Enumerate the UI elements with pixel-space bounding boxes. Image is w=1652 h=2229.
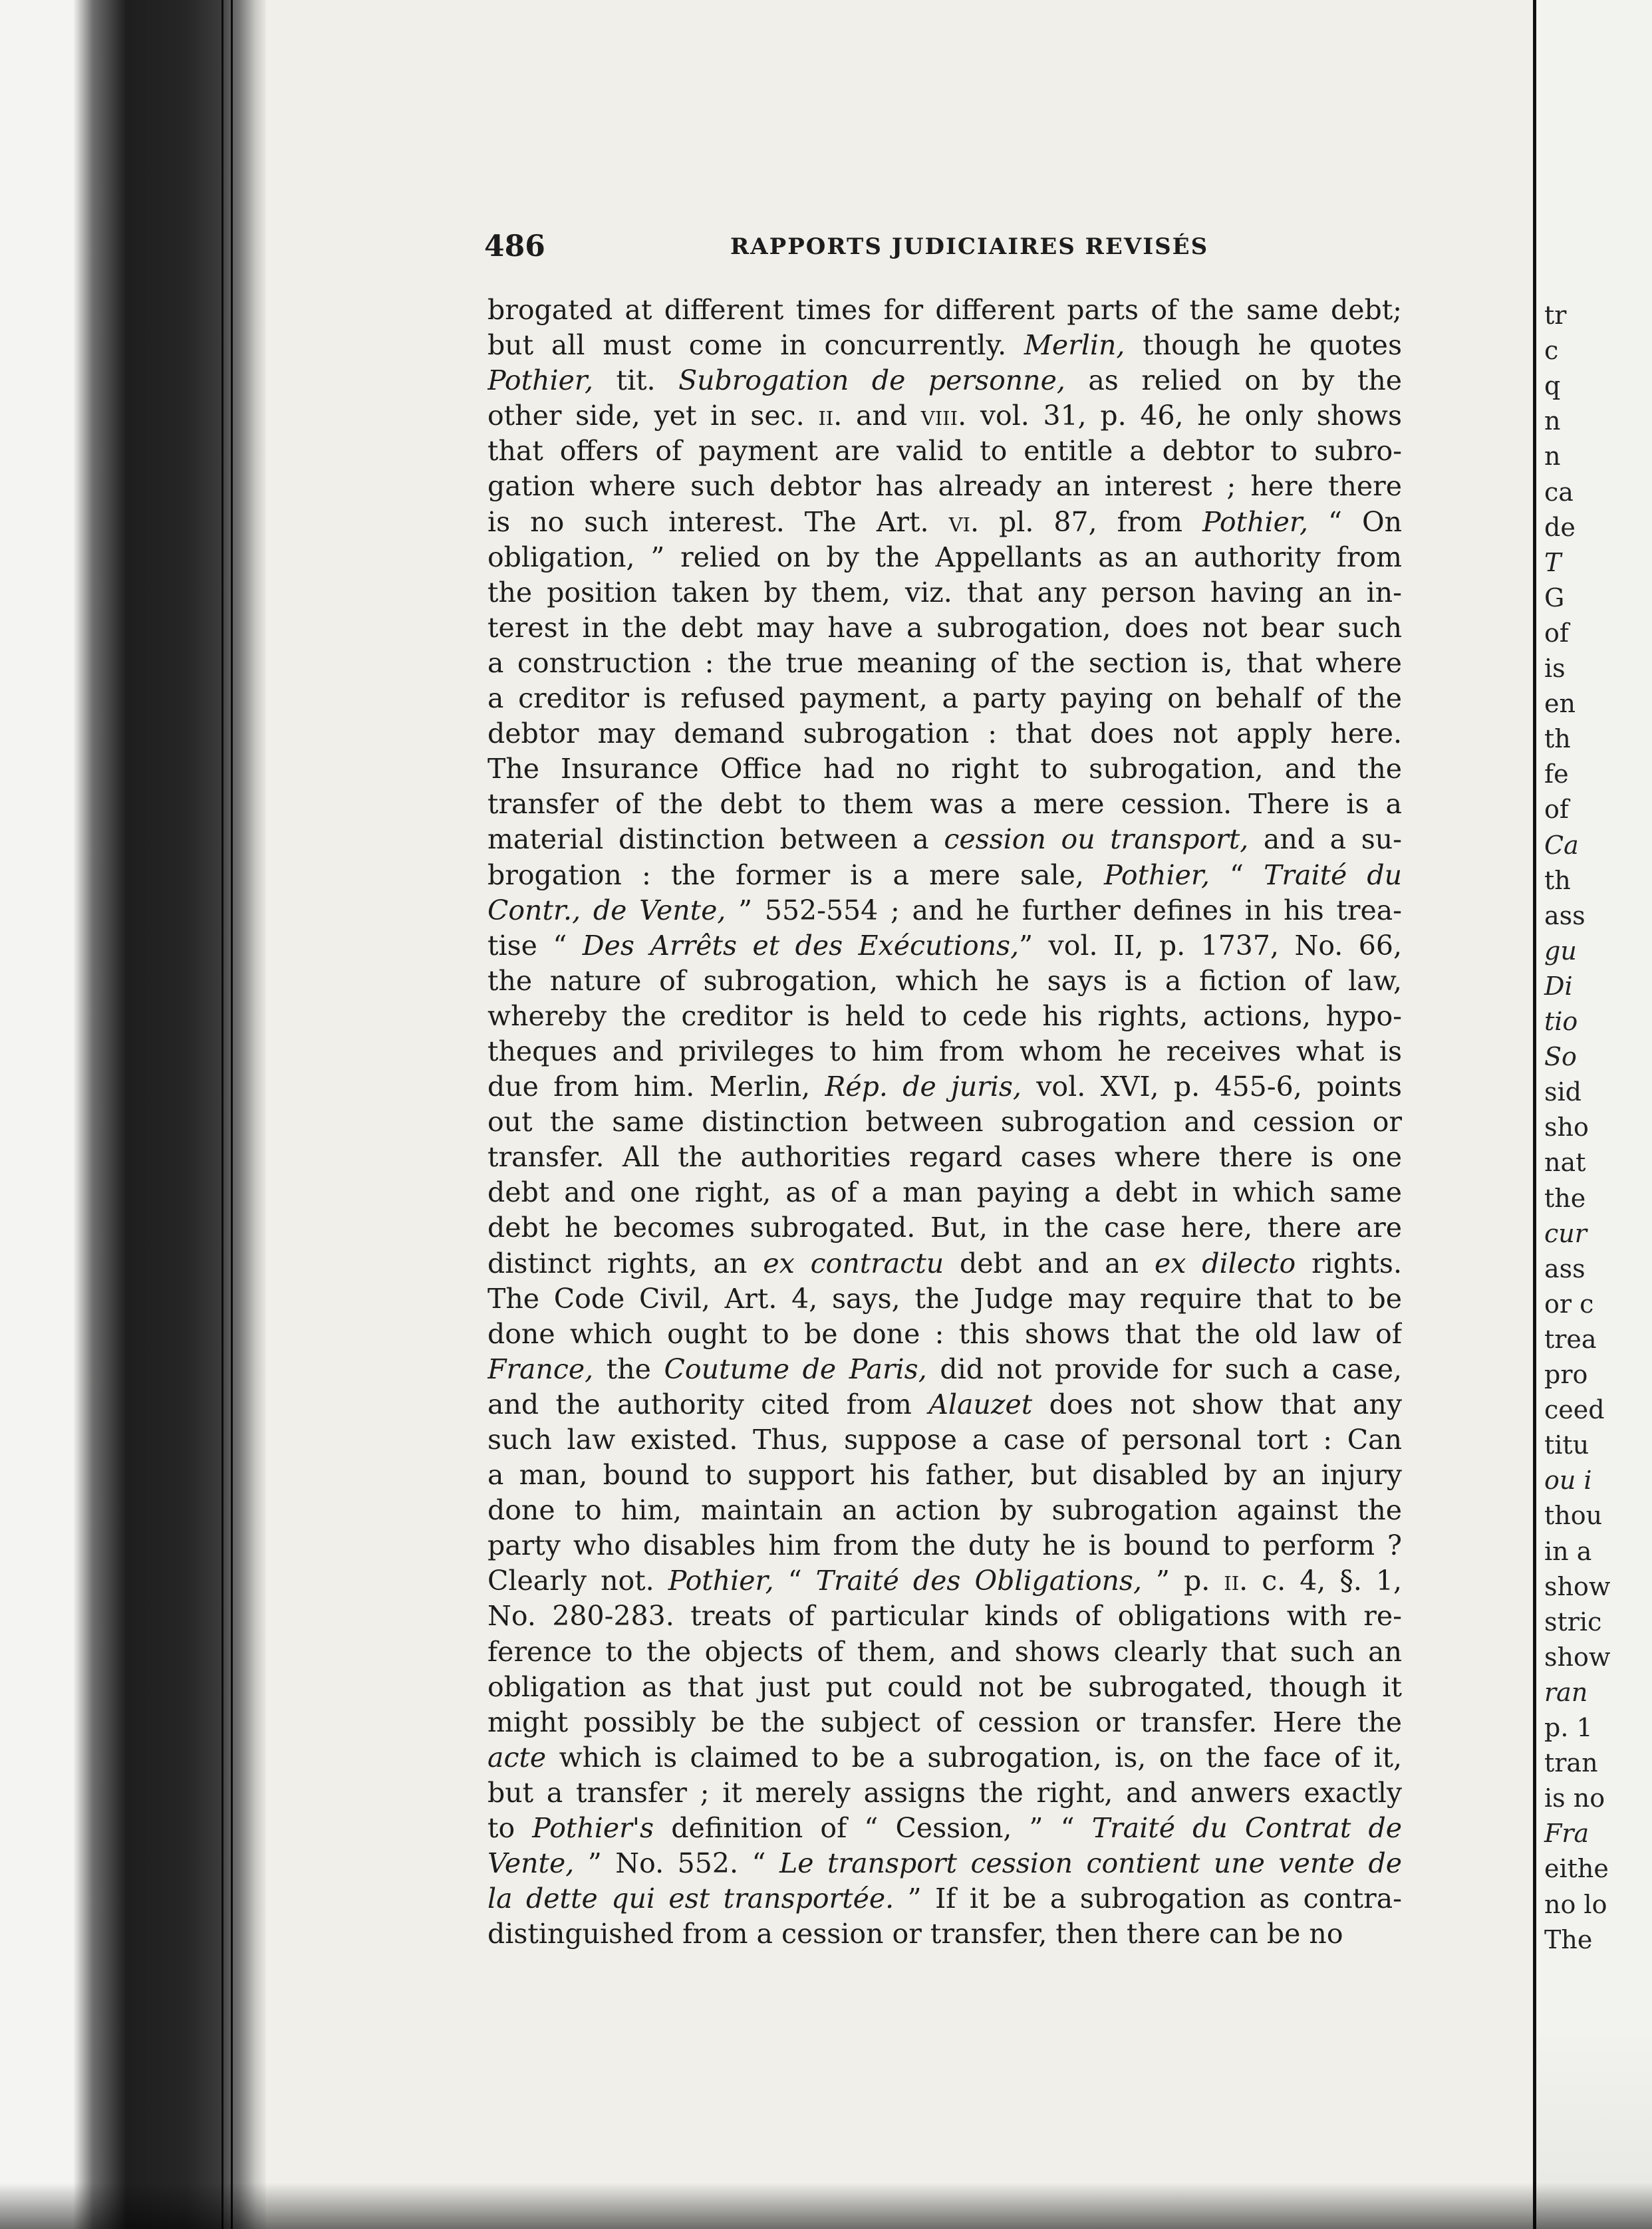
text-run: definition of “ Cession, ” “ [654,1812,1092,1845]
adjacent-page-fragment: in a [1544,1536,1592,1566]
text-run: France, [487,1353,594,1385]
adjacent-page-fragment: is no [1544,1783,1605,1813]
text-line [487,1740,1402,1775]
adjacent-page-fragment: tio [1544,1007,1578,1036]
adjacent-page-fragment: Di [1544,971,1573,1001]
text-run: acte [487,1741,547,1773]
text-run: does not show that any [1032,1388,1402,1420]
text-run: debtor may demand subrogation : that does not apply here. [487,718,1402,750]
text-run: the [593,1353,664,1385]
text-line [487,1105,1402,1140]
text-run: The Insurance Office had no right to subrogation, and the [487,753,1402,785]
text-run: though he quotes [1125,329,1402,362]
adjacent-page-fragment: ran [1544,1677,1588,1707]
text-line [487,1670,1402,1705]
book-gutter [0,0,266,2229]
text-line [487,1246,1402,1281]
text-line [487,1916,1402,1952]
text-run: Alauzet [928,1388,1033,1420]
adjacent-page-fragment: th [1544,865,1571,895]
text-run: “ [773,1565,816,1597]
text-line [487,1069,1402,1105]
adjacent-page [1533,0,1652,2229]
text-run: la dette qui est transportée. [487,1883,895,1915]
text-line [487,716,1402,751]
text-line [487,1210,1402,1246]
text-run: done which ought to be done : this shows that the old law of [487,1317,1402,1350]
text-run: Le transport cession contient une vente de [779,1847,1402,1880]
text-run: Coutume de Paris, [664,1353,927,1385]
adjacent-page-fragment: c [1544,336,1559,366]
text-run: done to him, maintain an action by subrogation against the [487,1494,1402,1527]
text-run: whereby the creditor is held to cede his rights, actions, hypo- [487,999,1402,1032]
text-line [487,1881,1402,1916]
text-run: other side, yet in sec. [487,400,819,432]
text-run: ex dilecto [1154,1247,1296,1279]
text-line [487,575,1402,610]
adjacent-page-fragment: is [1544,654,1566,683]
text-run: vi. [948,505,979,538]
adjacent-page-fragment: gu [1544,936,1577,966]
text-line [487,398,1402,434]
text-run: debt he becomes subrogated. But, in the case here, there are [487,1212,1402,1244]
text-line [487,1563,1402,1599]
text-run: Traité des Obligations, [815,1565,1142,1597]
adjacent-page-fragment: n [1544,442,1561,471]
adjacent-page-fragment: th [1544,724,1571,754]
text-line [487,964,1402,999]
text-line [487,1493,1402,1528]
text-run: ex contractu [763,1247,944,1279]
text-run: Traité du Contrat de [1091,1812,1402,1845]
text-run: Pothier, [1202,505,1308,538]
text-run: transfer of the debt to them was a mere cession. There is a [487,788,1402,821]
text-run: cession ou transport, [944,823,1249,856]
text-run: that offers of payment are valid to entitle a debtor to subro- [487,435,1402,467]
text-line [487,1140,1402,1175]
text-run: Merlin, [1024,329,1125,362]
text-line [487,363,1402,398]
text-line [487,1705,1402,1740]
adjacent-page-fragment: pro [1544,1360,1588,1389]
adjacent-page-fragment: of [1544,795,1569,825]
page-header [484,229,1402,269]
adjacent-page-fragment: The [1544,1924,1593,1954]
text-run: but all must come in concurrently. [487,329,1024,362]
gutter-shadow-line [221,0,223,2229]
text-line [487,1811,1402,1846]
text-run: ” 552-554 ; and he further defines in his trea- [726,894,1402,926]
adjacent-page-fragment: tr [1544,301,1567,330]
text-run: rights. [1296,1247,1402,1279]
adjacent-page-fragment: tran [1544,1748,1598,1778]
text-line [487,1034,1402,1069]
scan-bottom-shadow [0,2182,1652,2229]
text-run: and the authority cited from [487,1388,929,1420]
text-run: terest in the debt may have a subrogation, does not bear such [487,611,1402,644]
text-run: vol. 31, p. 46, he only shows [966,400,1402,432]
text-run: obligation, ” relied on by the Appellants as an authority from [487,541,1402,573]
adjacent-page-fragment: thou [1544,1501,1603,1531]
text-run: Pothier, [668,1565,774,1597]
text-run: a creditor is refused payment, a party paying on behalf of the [487,682,1402,715]
adjacent-page-fragment: T [1544,547,1562,577]
text-line [487,328,1402,363]
gutter-shadow-line [231,0,233,2229]
adjacent-page-fragment: nat [1544,1148,1586,1178]
text-run: “ [1209,858,1264,891]
text-run: the position taken by them, viz. that any person having an in- [487,576,1402,608]
adjacent-page-fragment: sho [1544,1113,1589,1142]
text-run: ference to the objects of them, and shows clearly that such an [487,1635,1402,1668]
text-run: Traité du [1264,858,1402,891]
text-run: viii. [920,400,967,432]
adjacent-page-fragment: Ca [1544,830,1579,860]
text-run: the nature of subrogation, which he says is a fiction of law, [487,964,1402,997]
adjacent-page-fragment: p. 1 [1544,1713,1593,1742]
text-run: a man, bound to support his father, but disabled by an injury [487,1459,1402,1492]
text-run: ” vol. II, p. 1737, No. 66, [1019,929,1402,962]
adjacent-page-fragment: ceed [1544,1395,1605,1425]
text-line [487,999,1402,1034]
adjacent-page-fragment: Fra [1544,1819,1589,1849]
text-run: Vente, [487,1847,575,1880]
text-run: ” If it be a subrogation as contra- [894,1883,1402,1915]
adjacent-page-fragment: titu [1544,1430,1589,1460]
adjacent-page-fragment: So [1544,1042,1577,1072]
text-run: as relied on by the [1065,364,1402,397]
text-run: Des Arrêts et des Exécutions, [582,929,1020,962]
text-run: tit. [593,364,679,397]
text-line [487,787,1402,822]
text-run: material distinction between a [487,823,944,856]
adjacent-page-fragment: of [1544,618,1569,648]
text-run: debt and an [944,1247,1155,1279]
adjacent-page-fragment: show [1544,1642,1611,1672]
adjacent-page-fragment: no lo [1544,1889,1607,1919]
adjacent-page-fragment: q [1544,371,1561,401]
text-line [487,434,1402,469]
text-run: and [842,400,921,432]
text-run: “ On [1308,505,1402,538]
text-line [487,1422,1402,1458]
text-line [487,505,1402,540]
text-run: ii. [818,400,843,432]
text-run: which is claimed to be a subrogation, is, on the face of it, [546,1741,1402,1773]
adjacent-page-fragment: sid [1544,1077,1582,1107]
text-line [487,928,1402,964]
text-run: Pothier's [532,1812,654,1845]
text-line [487,681,1402,716]
adjacent-page-fragment: de [1544,512,1576,542]
text-run: and a su- [1248,823,1402,856]
text-line [487,1387,1402,1422]
text-run: transfer. All the authorities regard cases where there is one [487,1141,1402,1174]
text-run: The Code Civil, Art. 4, says, the Judge may require that to be [487,1282,1402,1315]
text-run: gation where such debtor has already an interest ; here there [487,470,1402,503]
text-run: Pothier, [487,364,593,397]
text-line [487,858,1402,893]
text-line [487,751,1402,787]
adjacent-page-fragment: cur [1544,1218,1587,1248]
adjacent-page-fragment: or c [1544,1289,1594,1319]
text-run: tise “ [487,929,583,962]
text-line [487,293,1402,328]
text-run: Rép. de juris, [825,1071,1022,1103]
body-text [487,293,1402,1952]
text-run: distinguished from a cession or transfer, then there can be no [487,1918,1343,1950]
text-line [487,822,1402,857]
text-run: ii. [1224,1565,1248,1597]
text-line [487,1775,1402,1811]
text-run: theques and privileges to him from whom he receives what is [487,1035,1402,1067]
text-run: might possibly be the subject of cession or transfer. Here the [487,1706,1402,1738]
text-line [487,540,1402,575]
adjacent-page-fragment: trea [1544,1324,1597,1354]
text-line [487,1599,1402,1634]
text-run: c. 4, §. 1, [1248,1565,1402,1597]
text-line [487,610,1402,646]
text-run: due from him. Merlin, [487,1071,825,1103]
adjacent-page-fragment: stric [1544,1607,1602,1637]
text-line [487,1317,1402,1352]
page-number: 486 [484,229,545,263]
text-run: No. 280-283. treats of particular kinds of obligations with re- [487,1600,1402,1633]
text-line [487,1352,1402,1387]
text-line [487,1281,1402,1317]
text-run: but a transfer ; it merely assigns the right, and anwers exactly [487,1776,1402,1809]
text-run: Subrogation de personne, [678,364,1065,397]
adjacent-page-fragment: ass [1544,1253,1585,1283]
text-line [487,646,1402,681]
text-run: pl. 87, from [979,505,1202,538]
text-run: Pothier, [1103,858,1210,891]
text-run: such law existed. Thus, suppose a case of personal tort : Can [487,1424,1402,1456]
adjacent-page-fragment: show [1544,1571,1611,1601]
adjacent-page-fragment: fe [1544,759,1569,789]
text-line [487,1528,1402,1563]
adjacent-page-fragment: ca [1544,477,1574,507]
text-run: Clearly not. [487,1565,668,1597]
text-line [487,1175,1402,1210]
text-run: vol. XVI, p. 455-6, points [1021,1071,1402,1103]
text-run: a construction : the true meaning of the section is, that where [487,646,1402,679]
text-line [487,1635,1402,1670]
text-run: out the same distinction between subrogation and cession or [487,1106,1402,1138]
adjacent-page-fragment: ass [1544,900,1585,930]
adjacent-page-fragment: the [1544,1183,1586,1213]
text-run: to [487,1812,533,1845]
text-run: ” p. [1142,1565,1224,1597]
text-run: brogation : the former is a mere sale, [487,858,1104,891]
text-run: brogated at different times for different parts of the same debt; [487,294,1402,326]
adjacent-page-fragment: n [1544,406,1561,436]
running-head: RAPPORTS JUDICIAIRES REVISÉS [730,233,1209,260]
text-run: did not provide for such a case, [926,1353,1402,1385]
text-run: debt and one right, as of a man paying a debt in which same [487,1176,1402,1209]
text-run: distinct rights, an [487,1247,763,1279]
text-run: party who disables him from the duty he is bound to perform ? [487,1529,1402,1562]
text-line [487,1846,1402,1881]
text-run: is no such interest. The Art. [487,505,949,538]
text-run: ” No. 552. “ [574,1847,779,1880]
adjacent-page-fragment: en [1544,689,1576,719]
text-line [487,469,1402,504]
text-line [487,1458,1402,1493]
adjacent-page-fragment: G [1544,583,1565,612]
text-run: obligation as that just put could not be subrogated, though it [487,1670,1402,1703]
text-run: Contr., de Vente, [487,894,726,926]
adjacent-page-fragment: ou i [1544,1466,1592,1496]
adjacent-page-fragment: eithe [1544,1854,1609,1884]
text-line [487,893,1402,928]
